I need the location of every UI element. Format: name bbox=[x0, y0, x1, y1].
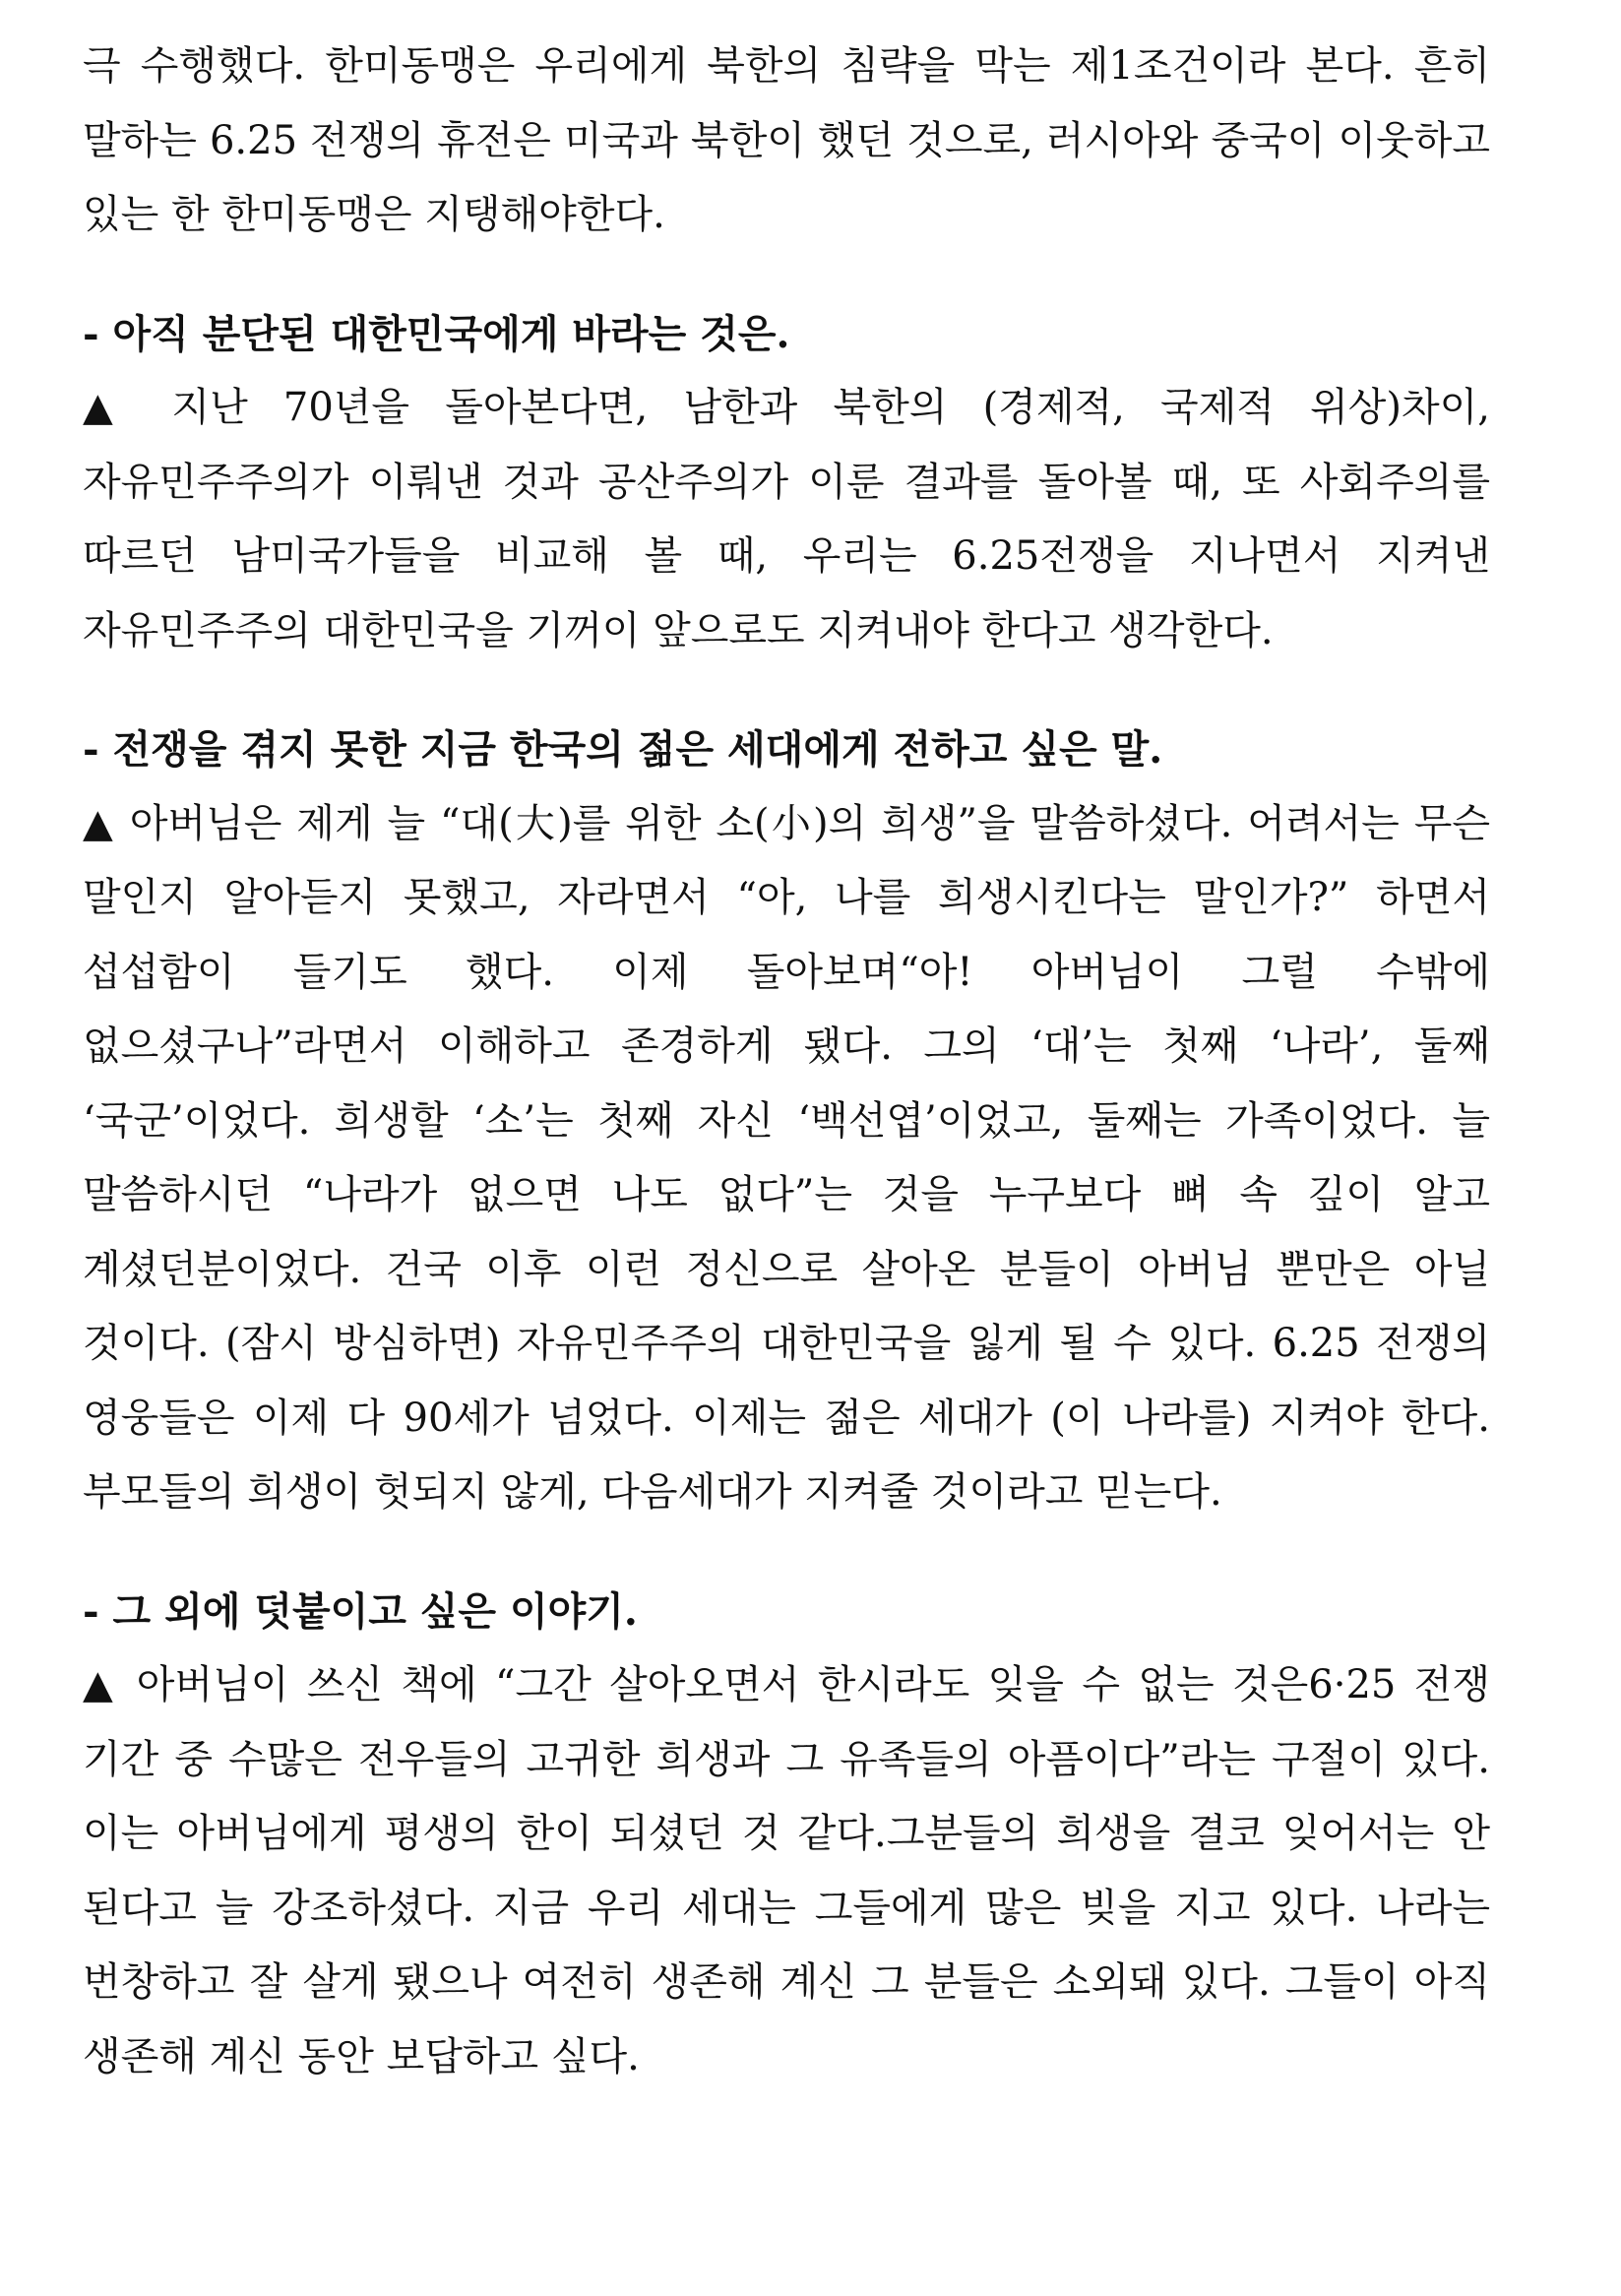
section-answer: ▲ 지난 70년을 돌아본다면, 남한과 북한의 (경제적, 국제적 위상)차이, 자유민주주의가 이뤄낸 것과 공산주의가 이룬 결과를 돌아볼 때, 또 사회주의를 따르던 남미국가들을 비교해 볼 때, 우리는 6.25전쟁을 지나면서 지켜낸 자유민주주의 대한민국을 기꺼이 앞으로도 지켜내야 한다고 생각한다. bbox=[83, 385, 1490, 653]
section-gap bbox=[83, 1530, 1490, 1575]
section-gap bbox=[83, 668, 1490, 713]
section-additional-remarks bbox=[83, 1575, 1490, 2095]
section-question: - 아직 분단된 대한민국에게 바라는 것은. bbox=[83, 310, 790, 357]
section-question: - 그 외에 덧붙이고 싶은 이야기. bbox=[83, 1587, 638, 1635]
section-divided-korea bbox=[83, 297, 1490, 669]
section-gap bbox=[83, 253, 1490, 297]
section-young-generation bbox=[83, 713, 1490, 1530]
intro-paragraph: 극 수행했다. 한미동맹은 우리에게 북한의 침략을 막는 제1조건이라 본다. 흔히 말하는 6.25 전쟁의 휴전은 미국과 북한이 했던 것으로, 러시아와 중국이 이웃하고 있는 한 한미동맹은 지탱해야한다. bbox=[83, 43, 1490, 237]
section-question: - 전쟁을 겪지 못한 지금 한국의 젊은 세대에게 전하고 싶은 말. bbox=[83, 726, 1163, 773]
section-answer: ▲ 아버님이 쓰신 책에 “그간 살아오면서 한시라도 잊을 수 없는 것은6·25 전쟁 기간 중 수많은 전우들의 고귀한 희생과 그 유족들의 아픔이다”라는 구절이 있다. 이는 아버님에게 평생의 한이 되셨던 것 같다.그분들의 희생을 결코 잊어서는 안 된다고 늘 강조하셨다. 지금 우리 세대는 그들에게 많은 빚을 지고 있다. 나라는 번창하고 잘 살게 됐으나 여전히 생존해 계신 그 분들은 소외돼 있다. 그들이 아직 생존해 계신 동안 보답하고 싶다. bbox=[83, 1662, 1490, 2079]
section-answer: ▲ 아버님은 제게 늘 “대(大)를 위한 소(小)의 희생”을 말씀하셨다. 어려서는 무슨 말인지 알아듣지 못했고, 자라면서 “아, 나를 희생시킨다는 말인가?” 하면서 섭섭함이 들기도 했다. 이제 돌아보며“아! 아버님이 그럴 수밖에 없으셨구나”라면서 이해하고 존경하게 됐다. 그의 ‘대’는 첫째 ‘나라’, 둘째 ‘국군’이었다. 희생할 ‘소’는 첫째 자신 ‘백선엽’이었고, 둘째는 가족이었다. 늘 말씀하시던 “나라가 없으면 나도 없다”는 것을 누구보다 뼈 속 깊이 알고 계셨던분이었다. 건국 이후 이런 정신으로 살아온 분들이 아버님 뿐만은 아닐 것이다. (잠시 방심하면) 자유민주주의 대한민국을 잃게 될 수 있다. 6.25 전쟁의 영웅들은 이제 다 90세가 넘었다. 이제는 젊은 세대가 (이 나라를) 지켜야 한다. 부모들의 희생이 헛되지 않게, 다음세대가 지켜줄 것이라고 믿는다. bbox=[83, 800, 1490, 1515]
document-page bbox=[83, 30, 1490, 2094]
